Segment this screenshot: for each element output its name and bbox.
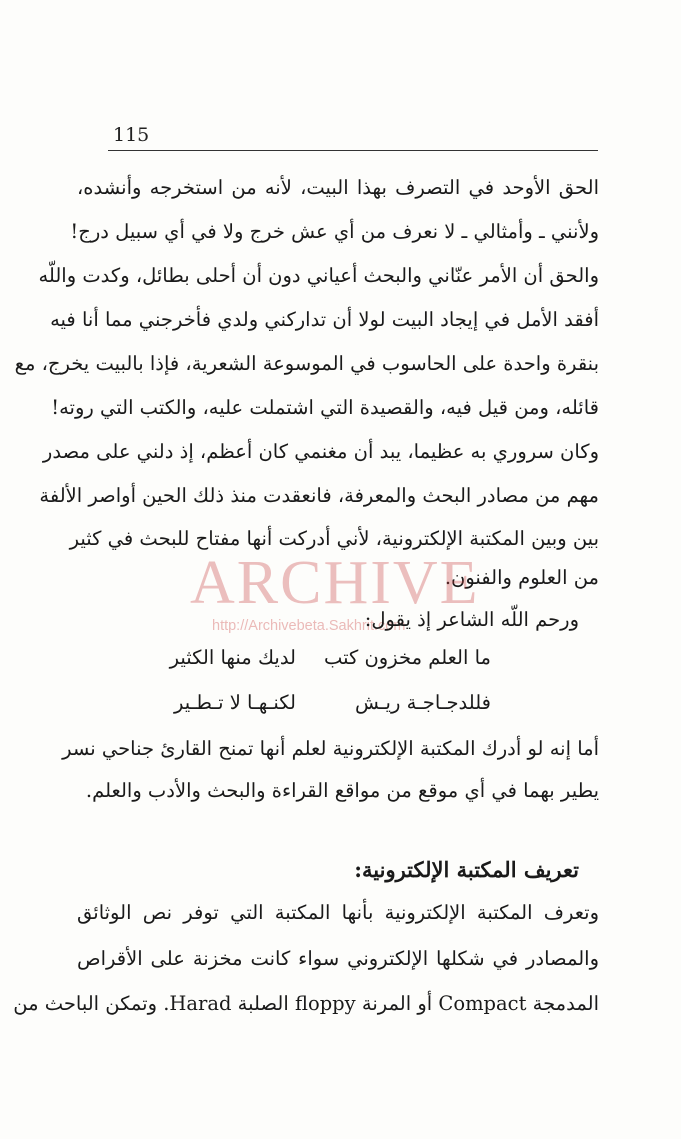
section-heading: تعريف المكتبة الإلكترونية: bbox=[354, 857, 579, 882]
verse-second-hemistich: لكنـهـا لا تـطـير bbox=[174, 691, 296, 714]
verse-second-hemistich: لديك منها الكثير bbox=[169, 646, 296, 669]
text-line: بنقرة واحدة على الحاسوب في الموسوعة الشعرية، فإذا بالبيت يخرج، مع bbox=[14, 352, 599, 375]
page-number: 115 bbox=[113, 124, 150, 146]
text-line: أفقد الأمل في إيجاد البيت لولا أن تداركني ولدي فأخرجني مما أنا فيه bbox=[50, 308, 599, 331]
text-line: والحق أن الأمر عنّاني والبحث أعياني دون أن أحلى بطائل، وكدت واللّه bbox=[38, 264, 599, 287]
text-line: المدمجة Compact أو المرنة floppy الصلبة Harad. وتمكن الباحث من bbox=[13, 992, 599, 1015]
text-line: وكان سروري به عظيما، يبد أن مغنمي كان أعظم، إذ دلني على مصدر bbox=[42, 440, 599, 463]
verse-intro: ورحم اللّه الشاعر إذ يقول: bbox=[364, 608, 579, 631]
text-line: قائله، ومن قيل فيه، والقصيدة التي اشتملت عليه، والكتب التي روته! bbox=[51, 396, 599, 419]
verse-first-hemistich: ما العلم مخزون كتب bbox=[323, 646, 491, 669]
text-line: الحق الأوحد في التصرف بهذا البيت، لأنه من استخرجه وأنشده، bbox=[77, 176, 599, 199]
text-line: أما إنه لو أدرك المكتبة الإلكترونية لعلم أنها تمنح القارئ جناحي نسر bbox=[62, 737, 599, 760]
header-rule bbox=[108, 150, 598, 151]
text-line: مهم من مصادر البحث والمعرفة، فانعقدت منذ ذلك الحين أواصر الألفة bbox=[39, 484, 599, 507]
watermark-url: http://Archivebeta.Sakhrit.com bbox=[212, 618, 406, 634]
text-line: ولأنني ـ وأمثالي ـ لا نعرف من أي عش خرج ولا في أي سبيل درج! bbox=[70, 220, 599, 243]
text-line: والمصادر في شكلها الإلكتروني سواء كانت مخزنة على الأقراص bbox=[77, 947, 599, 970]
text-line: وتعرف المكتبة الإلكترونية بأنها المكتبة التي توفر نص الوثائق bbox=[77, 901, 599, 924]
watermark-title: ARCHIVE bbox=[190, 549, 480, 617]
verse-first-hemistich: فللدجـاجـة ريـش bbox=[354, 691, 491, 714]
text-line: بين وبين المكتبة الإلكترونية، لأني أدركت أنها مفتاح للبحث في كثير bbox=[69, 527, 599, 550]
text-line: يطير بهما في أي موقع من مواقع القراءة والبحث والأدب والعلم. bbox=[85, 779, 599, 802]
text-line: من العلوم والفنون. bbox=[444, 566, 599, 589]
